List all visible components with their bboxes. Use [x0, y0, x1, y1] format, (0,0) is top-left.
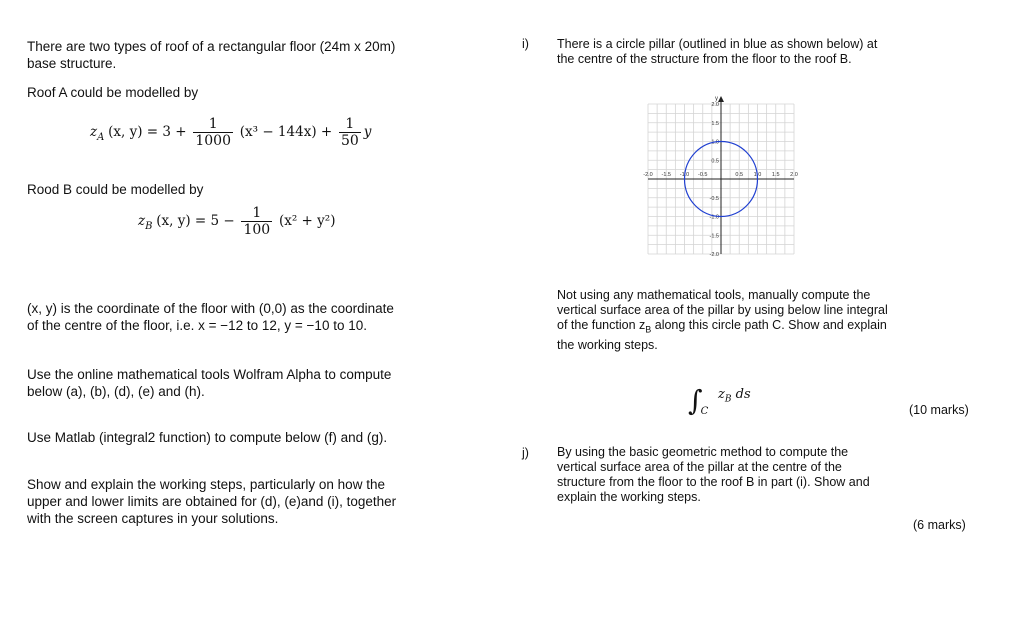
- wolfram-text: [27, 366, 469, 400]
- roof-b-lhs-args: (x, y) = 5 −: [156, 213, 235, 230]
- y-tick-label: 1.0: [711, 139, 719, 146]
- show-text: [27, 476, 469, 527]
- matlab-line: Use Matlab (integral2 function) to compute below (f) and (g).: [27, 430, 388, 445]
- y-tick-label: -2.0: [709, 252, 719, 258]
- integral-sign: ∫: [688, 384, 703, 417]
- part-j-line-4: explain the working steps.: [557, 490, 701, 504]
- part-i-task-line-4: the working steps.: [557, 337, 658, 352]
- part-i-task-line-1: Not using any mathematical tools, manually compute the: [557, 288, 871, 302]
- roof-b-label: Rood B could be modelled by: [27, 182, 204, 197]
- integral-subscript: C: [700, 405, 709, 417]
- y-tick-label: -1.5: [709, 233, 719, 240]
- y-tick-label: 1.5: [711, 120, 719, 127]
- roof-a-tail: y: [363, 124, 372, 141]
- x-tick-label: 0.5: [735, 172, 744, 178]
- x-tick-label: 1.0: [753, 172, 762, 178]
- circle-pillar-chart: [640, 92, 802, 264]
- show-line-3: with the screen captures in your solutions.: [27, 511, 279, 526]
- coord-line-1: (x, y) is the coordinate of the floor with (0,0) as the coordinate: [27, 301, 394, 316]
- roof-b-formula: [138, 205, 335, 238]
- y-tick-label: -0.5: [709, 195, 719, 202]
- roof-b-lhs-sub: B: [145, 220, 153, 232]
- part-i-task: [557, 288, 897, 353]
- intro-line-1: There are two types of roof of a rectangular floor (24m x 20m): [27, 39, 396, 54]
- x-tick-label: 1.5: [771, 172, 780, 178]
- part-j-text: [557, 445, 895, 505]
- y-tick-label: 2.0: [711, 102, 719, 108]
- roof-a-formula: [90, 116, 371, 149]
- intro-line-2: base structure.: [27, 56, 117, 71]
- part-i-intro: [557, 37, 902, 67]
- roof-b-tail: (x² + y²): [278, 213, 336, 230]
- show-line-2: upper and lower limits are obtained for (d), (e)and (i), together: [27, 494, 397, 509]
- part-j-line-1: By using the basic geometric method to compute the: [557, 445, 849, 459]
- coordinate-text: [27, 300, 469, 334]
- roof-a-lhs: z: [90, 124, 98, 141]
- part-i-line-2: the centre of the structure from the floor to the roof B.: [557, 52, 852, 66]
- coord-line-2: of the centre of the floor, i.e. x = −12 to 12, y = −10 to 10.: [27, 318, 367, 333]
- wolfram-line-2: below (a), (b), (d), (e) and (h).: [27, 384, 205, 399]
- part-j-line-3: structure from the floor to the roof B in part (i). Show and: [557, 475, 870, 489]
- line-integral-formula: [688, 384, 751, 417]
- integral-body: $z_B$ ds: [718, 387, 751, 405]
- part-i-label: i): [522, 37, 529, 51]
- x-tick-label: -1.5: [661, 172, 671, 178]
- y-tick-label: 0.5: [711, 158, 719, 165]
- part-i-task-line-2: vertical surface area of the pillar by using below line integral: [557, 303, 888, 317]
- part-j-marks: (6 marks): [913, 518, 966, 532]
- x-tick-label: -2.0: [643, 172, 653, 178]
- part-i-line-1: There is a circle pillar (outlined in blue as shown below) at: [557, 37, 878, 51]
- roof-a-fraction-2: $\frac{1}{50}$: [340, 116, 359, 149]
- roof-a-fraction-1: $\frac{1}{1000}$: [195, 116, 231, 149]
- x-tick-label: -0.5: [698, 172, 708, 178]
- x-tick-label: 2.0: [790, 172, 798, 178]
- roof-a-label: Roof A could be modelled by: [27, 85, 199, 100]
- part-j-label: j): [522, 446, 529, 460]
- show-line-1: Show and explain the working steps, particularly on how the: [27, 477, 385, 492]
- roof-a-middle: (x³ − 144x) +: [239, 124, 333, 141]
- roof-a-lhs-args: (x, y) = 3 +: [108, 124, 187, 141]
- roof-a-lhs-sub: A: [97, 131, 105, 143]
- roof-b-fraction: $\frac{1}{100}$: [243, 205, 271, 238]
- intro-text: [27, 38, 477, 72]
- y-tick-label: -1.0: [709, 214, 719, 221]
- x-tick-label: -1.0: [679, 172, 690, 178]
- y-axis-label: y: [715, 96, 718, 102]
- roof-b-lhs: z: [138, 213, 146, 230]
- wolfram-line-1: Use the online mathematical tools Wolfram Alpha to compute: [27, 367, 392, 382]
- part-i-marks: (10 marks): [909, 403, 969, 417]
- part-i-task-line-3: of the function $z_B$ along this circle path C. Show and explain: [557, 318, 887, 335]
- part-j-line-2: vertical surface area of the pillar at the centre of the: [557, 460, 842, 474]
